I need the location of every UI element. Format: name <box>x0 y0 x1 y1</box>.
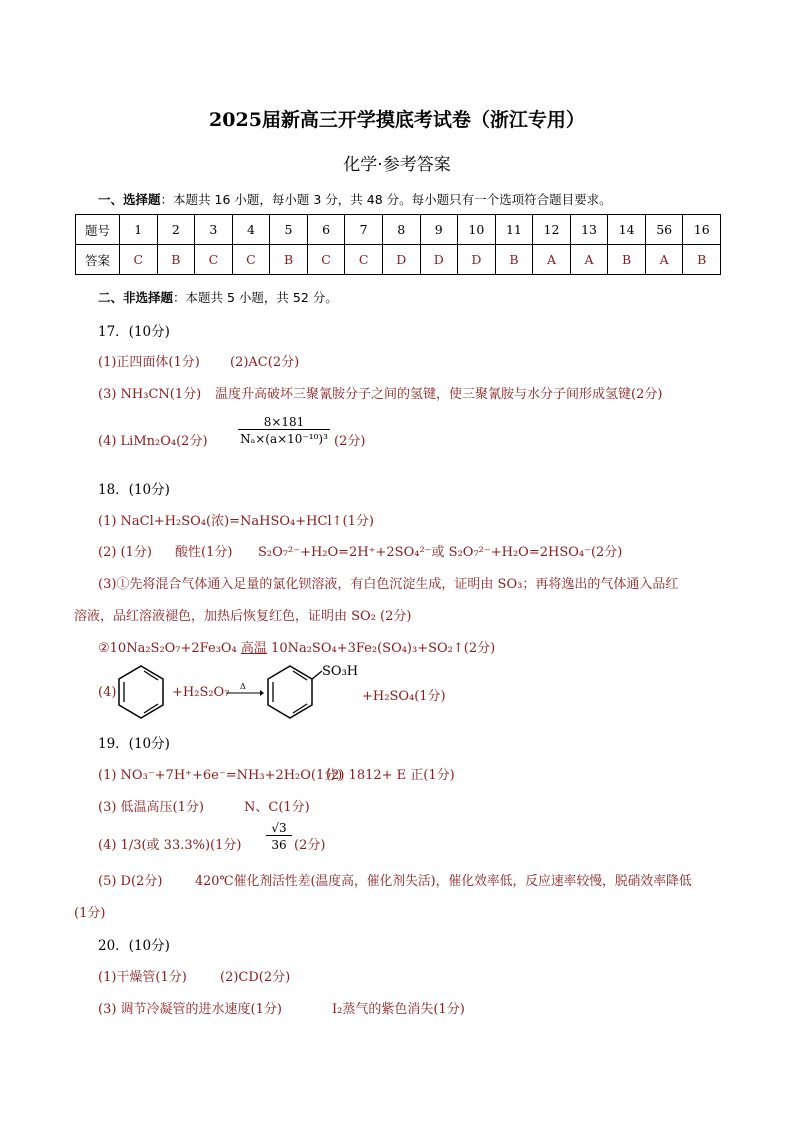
q17-line-2a: (3) NH₃CN(1分) <box>98 387 202 402</box>
q17-line-1a: (1)正四面体(1分) <box>98 355 200 370</box>
section-1-heading <box>98 190 612 208</box>
table-row-answers <box>76 245 721 275</box>
q18-line-6c: +H₂SO₄(1分) <box>362 689 446 704</box>
table-cell: C <box>195 245 233 275</box>
table-cell: 14 <box>608 215 646 245</box>
table-cell: C <box>232 245 270 275</box>
table-cell: D <box>382 245 420 275</box>
table-cell: 3 <box>195 215 233 245</box>
q20-line-2a: (3) 调节冷凝管的进水速度(1分) <box>98 1002 282 1017</box>
table-cell: 56 <box>645 215 683 245</box>
q19-line-5: (1分) <box>74 906 106 921</box>
table-cell: 13 <box>570 215 608 245</box>
table-cell: 5 <box>270 215 308 245</box>
q18-heading: 18．(10分) <box>98 482 170 498</box>
table-cell: 6 <box>307 215 345 245</box>
row-label: 答案 <box>76 245 120 275</box>
q17-line-1b: (2)AC(2分) <box>230 355 300 370</box>
benzene-ring-icon <box>115 663 167 721</box>
q20-heading: 20．(10分) <box>98 938 170 954</box>
q20-line-1a: (1)干燥管(1分) <box>98 970 187 985</box>
q18-line-2a: (2) (1分) <box>98 545 152 560</box>
table-cell: 16 <box>683 215 721 245</box>
section-1-label: 一、选择题 <box>98 192 161 207</box>
table-cell: C <box>307 245 345 275</box>
q17-fraction <box>238 415 330 446</box>
q19-line-1a: (1) NO₃⁻+7H⁺+6e⁻=NH₃+2H₂O(1分) <box>98 768 343 783</box>
section-2-text: ：本题共 5 小题，共 52 分。 <box>173 290 338 305</box>
q17-line-3b: (2分) <box>334 434 366 449</box>
q19-line-4b: 420℃催化剂活性差(温度高，催化剂失活)，催化效率低，反应速率较慢，脱硝效率降低 <box>195 874 692 889</box>
table-cell: B <box>683 245 721 275</box>
table-cell: 10 <box>458 215 496 245</box>
page-title: 2025届新高三开学摸底考试卷（浙江专用） <box>209 109 585 131</box>
table-cell: D <box>458 245 496 275</box>
table-cell: 9 <box>420 215 458 245</box>
fraction-denominator: Nₐ×(a×10⁻¹⁰)³ <box>238 429 330 446</box>
heat-condition: Δ <box>240 682 246 691</box>
section-2-heading <box>98 288 338 306</box>
q18-line-3: (3)①先将混合气体通入足量的氯化钡溶液，有白色沉淀生成，证明由 SO₃；再将逸出的气体通入品红 <box>98 577 679 592</box>
reaction-condition: 高温 <box>240 641 267 656</box>
page-subtitle: 化学·参考答案 <box>343 155 451 175</box>
table-cell: B <box>495 245 533 275</box>
q20-line-2b: I₂蒸气的紫色消失(1分) <box>332 1002 465 1017</box>
q17-line-3a: (4) LiMn₂O₄(2分) <box>98 434 208 449</box>
row-label: 题号 <box>76 215 120 245</box>
section-1-text: ：本题共 16 小题，每小题 3 分，共 48 分。每小题只有一个选项符合题目要求。 <box>160 192 612 207</box>
table-cell: A <box>533 245 571 275</box>
q19-line-3b: (2分) <box>294 838 326 853</box>
answer-table <box>75 214 721 275</box>
fraction-numerator: √3 <box>271 821 287 835</box>
q18-line-6a: (4) <box>98 685 117 700</box>
fraction-numerator: 8×181 <box>263 415 305 429</box>
table-cell: 4 <box>232 215 270 245</box>
q18-line-1: (1) NaCl+H₂SO₄(浓)=NaHSO₄+HCl↑(1分) <box>98 514 374 529</box>
table-row-numbers <box>76 215 721 245</box>
table-cell: A <box>645 245 683 275</box>
table-cell: A <box>570 245 608 275</box>
q19-line-1b: (2) 1812+ E 正(1分) <box>326 768 455 783</box>
q18-line-2c: S₂O₇²⁻+H₂O=2H⁺+2SO₄²⁻或 S₂O₇²⁻+H₂O=2HSO₄⁻(2分) <box>258 545 623 560</box>
table-cell: 2 <box>157 215 195 245</box>
table-cell: C <box>120 245 158 275</box>
q18-line-5b: 10Na₂SO₄+3Fe₂(SO₄)₃+SO₂↑(2分) <box>266 641 496 656</box>
fraction-denominator: 36 <box>266 835 292 852</box>
table-cell: C <box>345 245 383 275</box>
benzenesulfonic-acid-ring-icon <box>264 663 326 721</box>
table-cell: B <box>270 245 308 275</box>
section-2-label: 二、非选择题 <box>98 290 174 305</box>
q19-line-2a: (3) 低温高压(1分) <box>98 800 204 815</box>
q19-line-2b: N、C(1分) <box>244 800 310 815</box>
table-cell: 12 <box>533 215 571 245</box>
q18-line-4: 溶液，品红溶液褪色，加热后恢复红色，证明由 SO₂ (2分) <box>74 609 412 624</box>
q20-line-1b: (2)CD(2分) <box>220 970 291 985</box>
q19-fraction <box>266 821 292 852</box>
q17-line-2b: 温度升高破坏三聚氰胺分子之间的氢键，使三聚氰胺与水分子间形成氢键(2分) <box>215 387 663 402</box>
q18-line-5 <box>98 637 495 656</box>
q18-line-6b: +H₂S₂O₇ <box>172 685 230 700</box>
q17-heading: 17．(10分) <box>98 324 170 340</box>
q18-line-5a: ②10Na₂S₂O₇+2Fe₃O₄ <box>98 641 241 656</box>
so3h-group-label: SO₃H <box>322 664 359 679</box>
q18-line-2b: 酸性(1分) <box>175 545 233 560</box>
q19-line-4a: (5) D(2分) <box>98 874 163 889</box>
q19-heading: 19．(10分) <box>98 736 170 752</box>
table-cell: B <box>608 245 646 275</box>
table-cell: 7 <box>345 215 383 245</box>
reaction-arrow-icon <box>226 688 264 698</box>
table-cell: 1 <box>120 215 158 245</box>
q19-line-3a: (4) 1/3(或 33.3%)(1分) <box>98 838 242 853</box>
table-cell: D <box>420 245 458 275</box>
table-cell: 8 <box>382 215 420 245</box>
table-cell: B <box>157 245 195 275</box>
table-cell: 11 <box>495 215 533 245</box>
